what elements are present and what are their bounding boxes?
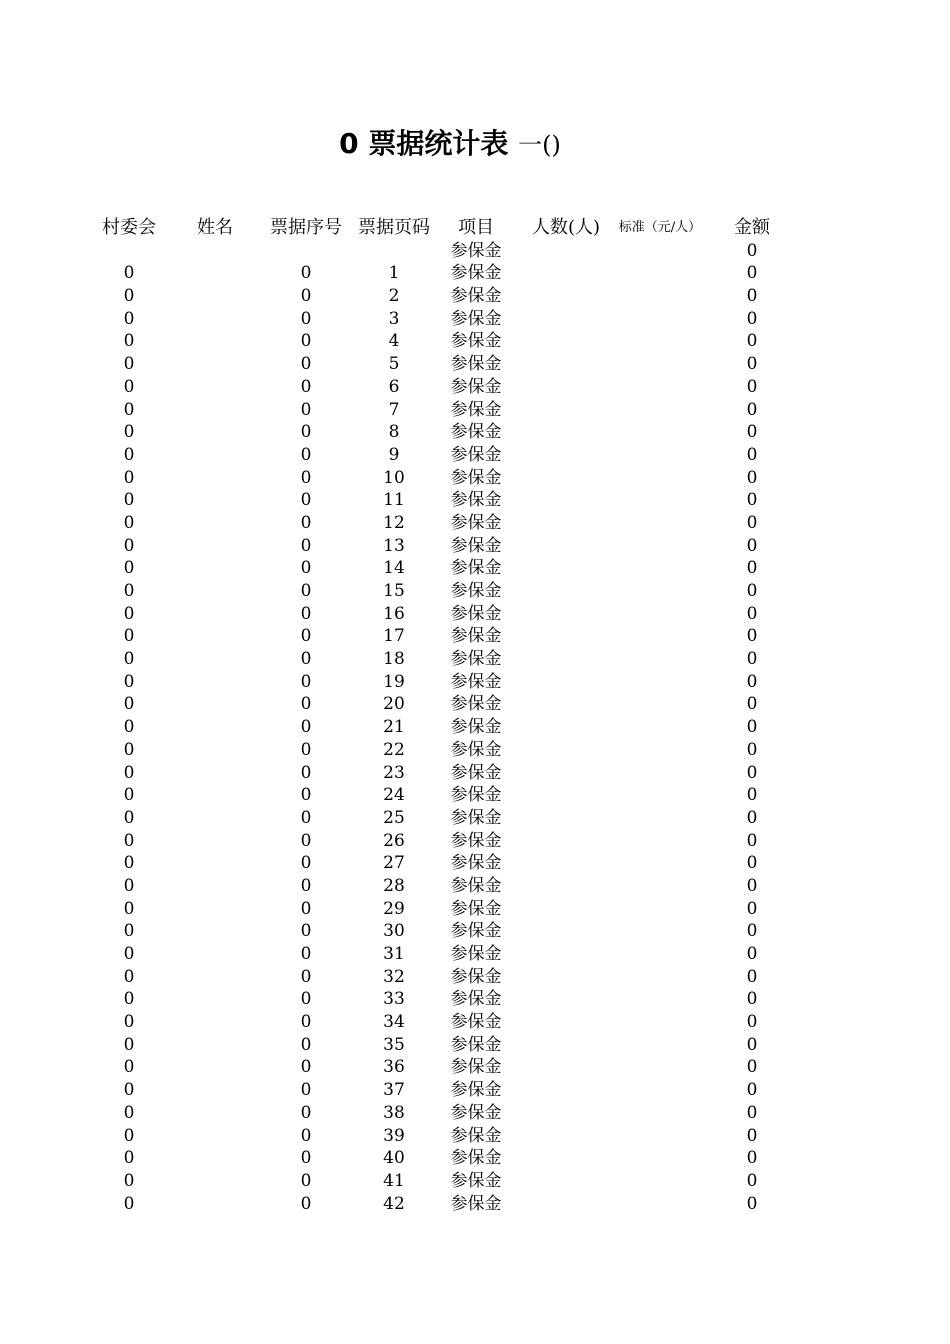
cell-item: 参保金 [450,240,502,261]
table-row [0,670,950,693]
table-row [0,284,950,307]
cell-village: 0 [123,807,135,828]
header-standard: 标准（元/人） [618,220,702,235]
cell-village: 0 [123,875,135,896]
cell-page-no: 20 [383,694,405,715]
cell-village: 0 [123,785,135,806]
cell-village: 0 [123,399,135,420]
cell-amount: 0 [746,376,758,397]
table-row-first [0,239,950,262]
cell-item: 参保金 [450,331,502,352]
cell-receipt-no: 0 [300,875,312,896]
cell-receipt-no: 0 [300,581,312,601]
cell-amount: 0 [746,1057,758,1078]
cell-receipt-no: 0 [300,785,312,806]
header-village: 村委会 [102,217,156,238]
cell-village: 0 [123,830,135,851]
cell-item: 参保金 [450,1057,502,1078]
table-row [0,965,950,988]
cell-village: 0 [123,694,135,715]
cell-receipt-no: 0 [300,966,312,987]
table-row [0,602,950,625]
cell-page-no: 14 [383,558,405,579]
cell-receipt-no: 0 [300,603,312,624]
cell-receipt-no: 0 [300,1034,312,1055]
table-row [0,851,950,874]
cell-village: 0 [123,422,135,443]
table-row [0,488,950,511]
cell-page-no: 16 [383,603,405,624]
cell-receipt-no: 0 [300,807,312,828]
cell-village: 0 [123,535,135,556]
table-row [0,420,950,443]
cell-amount: 0 [746,603,758,624]
cell-village: 0 [123,739,135,760]
cell-amount: 0 [746,1080,758,1101]
cell-page-no: 18 [383,649,405,670]
cell-amount: 0 [746,853,758,874]
receipt-table [0,216,950,1214]
cell-receipt-no: 0 [300,286,312,307]
cell-receipt-no: 0 [300,944,312,964]
cell-amount: 0 [746,558,758,579]
header-name: 姓名 [197,217,233,238]
cell-village: 0 [123,944,135,964]
table-row [0,352,950,375]
table-row [0,624,950,647]
table-row [0,398,950,421]
cell-page-no: 29 [383,898,405,919]
cell-receipt-no: 0 [300,853,312,874]
cell-receipt-no: 0 [300,354,312,375]
cell-page-no: 2 [388,286,400,307]
cell-amount: 0 [746,581,758,601]
cell-amount: 0 [746,1193,758,1214]
cell-page-no: 8 [388,422,400,443]
cell-village: 0 [123,603,135,624]
table-row [0,466,950,489]
cell-item: 参保金 [450,535,502,556]
cell-amount: 0 [746,944,758,964]
cell-page-no: 7 [388,399,400,420]
cell-amount: 0 [746,875,758,896]
cell-village: 0 [123,286,135,307]
cell-item: 参保金 [450,1148,502,1169]
cell-receipt-no: 0 [300,717,312,738]
cell-page-no: 34 [383,1012,405,1033]
cell-village: 0 [123,331,135,352]
cell-amount: 0 [746,1125,758,1146]
cell-item: 参保金 [450,444,502,465]
cell-receipt-no: 0 [300,490,312,511]
header-item: 项目 [458,217,494,238]
cell-amount: 0 [746,649,758,670]
cell-village: 0 [123,989,135,1010]
table-row [0,919,950,942]
cell-item: 参保金 [450,807,502,828]
table-row [0,1169,950,1192]
cell-page-no: 37 [383,1080,405,1101]
cell-receipt-no: 0 [300,762,312,783]
table-row [0,829,950,852]
cell-page-no: 26 [383,830,405,851]
cell-item: 参保金 [450,944,502,964]
cell-page-no: 9 [388,444,400,465]
cell-page-no: 10 [383,467,405,488]
cell-item: 参保金 [450,785,502,806]
header-count: 人数(人) [531,217,601,238]
cell-village: 0 [123,490,135,511]
cell-item: 参保金 [450,422,502,443]
title-main: 0 票据统计表 [339,127,509,160]
header-receipt-no: 票据序号 [270,217,342,238]
cell-item: 参保金 [450,626,502,647]
cell-page-no: 40 [383,1148,405,1169]
cell-amount: 0 [746,898,758,919]
page-title [0,126,900,163]
cell-page-no: 21 [383,717,405,738]
cell-amount: 0 [746,739,758,760]
cell-page-no: 5 [388,354,400,375]
cell-amount: 0 [746,399,758,420]
cell-item: 参保金 [450,762,502,783]
cell-receipt-no: 0 [300,422,312,443]
cell-item: 参保金 [450,1034,502,1055]
cell-page-no: 36 [383,1057,405,1078]
cell-receipt-no: 0 [300,1102,312,1123]
table-row [0,307,950,330]
cell-page-no: 6 [388,376,400,397]
cell-amount: 0 [746,1148,758,1169]
cell-item: 参保金 [450,581,502,601]
cell-page-no: 11 [383,490,405,511]
cell-amount: 0 [746,989,758,1010]
cell-village: 0 [123,898,135,919]
table-row [0,1055,950,1078]
cell-village: 0 [123,717,135,738]
cell-page-no: 25 [383,807,405,828]
cell-amount: 0 [746,1012,758,1033]
cell-receipt-no: 0 [300,308,312,329]
cell-page-no: 3 [388,308,400,329]
cell-village: 0 [123,626,135,647]
table-row [0,443,950,466]
table-row [0,534,950,557]
cell-page-no: 24 [383,785,405,806]
table-row [0,692,950,715]
cell-page-no: 32 [383,966,405,987]
cell-receipt-no: 0 [300,1148,312,1169]
cell-village: 0 [123,1125,135,1146]
cell-item: 参保金 [450,717,502,738]
cell-page-no: 23 [383,762,405,783]
cell-amount: 0 [746,331,758,352]
cell-page-no: 27 [383,853,405,874]
cell-item: 参保金 [450,354,502,375]
cell-receipt-no: 0 [300,331,312,352]
cell-page-no: 15 [383,581,405,601]
cell-village: 0 [123,853,135,874]
cell-village: 0 [123,1148,135,1169]
cell-item: 参保金 [450,1102,502,1123]
cell-receipt-no: 0 [300,376,312,397]
cell-page-no: 31 [383,944,405,964]
cell-page-no: 28 [383,875,405,896]
cell-page-no: 19 [383,671,405,692]
cell-item: 参保金 [450,966,502,987]
cell-amount: 0 [746,308,758,329]
cell-village: 0 [123,966,135,987]
cell-item: 参保金 [450,490,502,511]
cell-village: 0 [123,1012,135,1033]
table-row [0,511,950,534]
cell-receipt-no: 0 [300,626,312,647]
table-row [0,715,950,738]
cell-receipt-no: 0 [300,1125,312,1146]
table-body [0,261,950,1214]
cell-village: 0 [123,444,135,465]
cell-receipt-no: 0 [300,830,312,851]
cell-village: 0 [123,354,135,375]
cell-page-no: 30 [383,921,405,942]
cell-village: 0 [123,1034,135,1055]
table-row [0,579,950,602]
cell-amount: 0 [746,807,758,828]
cell-page-no: 17 [383,626,405,647]
table-row [0,261,950,284]
table-row [0,375,950,398]
cell-item: 参保金 [450,1125,502,1146]
cell-receipt-no: 0 [300,535,312,556]
table-header-row [0,216,950,239]
table-row [0,987,950,1010]
table-row [0,647,950,670]
cell-item: 参保金 [450,989,502,1010]
cell-receipt-no: 0 [300,694,312,715]
cell-page-no: 38 [383,1102,405,1123]
cell-receipt-no: 0 [300,444,312,465]
cell-amount: 0 [746,512,758,533]
cell-amount: 0 [746,263,758,284]
cell-amount: 0 [746,1102,758,1123]
cell-amount: 0 [746,240,758,261]
table-row [0,556,950,579]
cell-item: 参保金 [450,603,502,624]
cell-amount: 0 [746,785,758,806]
cell-village: 0 [123,762,135,783]
cell-receipt-no: 0 [300,1057,312,1078]
cell-amount: 0 [746,467,758,488]
table-row [0,329,950,352]
cell-receipt-no: 0 [300,1170,312,1191]
cell-receipt-no: 0 [300,1012,312,1033]
cell-receipt-no: 0 [300,649,312,670]
cell-page-no: 33 [383,989,405,1010]
cell-item: 参保金 [450,1193,502,1214]
cell-amount: 0 [746,422,758,443]
cell-page-no: 22 [383,739,405,760]
cell-amount: 0 [746,694,758,715]
cell-item: 参保金 [450,399,502,420]
table-row [0,1124,950,1147]
cell-village: 0 [123,649,135,670]
cell-amount: 0 [746,286,758,307]
cell-receipt-no: 0 [300,671,312,692]
table-row [0,783,950,806]
table-row [0,1078,950,1101]
cell-receipt-no: 0 [300,512,312,533]
table-row [0,897,950,920]
table-row [0,1192,950,1215]
cell-item: 参保金 [450,921,502,942]
cell-page-no: 35 [383,1034,405,1055]
table-row [0,738,950,761]
cell-item: 参保金 [450,308,502,329]
cell-receipt-no: 0 [300,739,312,760]
cell-item: 参保金 [450,512,502,533]
cell-village: 0 [123,467,135,488]
cell-village: 0 [123,671,135,692]
cell-item: 参保金 [450,467,502,488]
cell-item: 参保金 [450,830,502,851]
cell-village: 0 [123,921,135,942]
cell-amount: 0 [746,762,758,783]
cell-page-no: 1 [388,263,400,284]
table-row [0,761,950,784]
cell-page-no: 41 [383,1170,405,1191]
cell-item: 参保金 [450,694,502,715]
cell-receipt-no: 0 [300,399,312,420]
cell-item: 参保金 [450,898,502,919]
cell-page-no: 4 [388,331,400,352]
cell-page-no: 12 [383,512,405,533]
cell-amount: 0 [746,717,758,738]
cell-amount: 0 [746,354,758,375]
cell-page-no: 13 [383,535,405,556]
cell-village: 0 [123,1057,135,1078]
cell-village: 0 [123,1102,135,1123]
cell-receipt-no: 0 [300,558,312,579]
title-suffix: 一() [518,131,561,159]
cell-amount: 0 [746,1170,758,1191]
cell-village: 0 [123,1080,135,1101]
cell-page-no: 39 [383,1125,405,1146]
cell-receipt-no: 0 [300,921,312,942]
header-amount: 金额 [734,217,770,238]
cell-village: 0 [123,512,135,533]
cell-item: 参保金 [450,376,502,397]
cell-receipt-no: 0 [300,898,312,919]
cell-village: 0 [123,581,135,601]
cell-amount: 0 [746,444,758,465]
cell-amount: 0 [746,490,758,511]
header-page-no: 票据页码 [358,217,430,238]
cell-item: 参保金 [450,286,502,307]
cell-amount: 0 [746,1034,758,1055]
cell-amount: 0 [746,535,758,556]
cell-village: 0 [123,1170,135,1191]
cell-receipt-no: 0 [300,263,312,284]
cell-page-no: 42 [383,1193,405,1214]
cell-amount: 0 [746,626,758,647]
cell-receipt-no: 0 [300,1193,312,1214]
cell-amount: 0 [746,830,758,851]
cell-receipt-no: 0 [300,1080,312,1101]
cell-receipt-no: 0 [300,467,312,488]
table-row [0,1101,950,1124]
cell-item: 参保金 [450,853,502,874]
cell-amount: 0 [746,966,758,987]
table-row [0,1033,950,1056]
cell-village: 0 [123,263,135,284]
cell-item: 参保金 [450,739,502,760]
table-row [0,874,950,897]
cell-item: 参保金 [450,558,502,579]
cell-village: 0 [123,558,135,579]
cell-receipt-no: 0 [300,989,312,1010]
cell-item: 参保金 [450,1012,502,1033]
cell-item: 参保金 [450,875,502,896]
cell-amount: 0 [746,921,758,942]
table-row [0,1010,950,1033]
cell-village: 0 [123,376,135,397]
cell-item: 参保金 [450,1170,502,1191]
table-row [0,806,950,829]
cell-item: 参保金 [450,1080,502,1101]
cell-village: 0 [123,308,135,329]
table-row [0,942,950,965]
table-row [0,1146,950,1169]
cell-item: 参保金 [450,671,502,692]
cell-item: 参保金 [450,649,502,670]
cell-amount: 0 [746,671,758,692]
cell-village: 0 [123,1193,135,1214]
cell-item: 参保金 [450,263,502,284]
